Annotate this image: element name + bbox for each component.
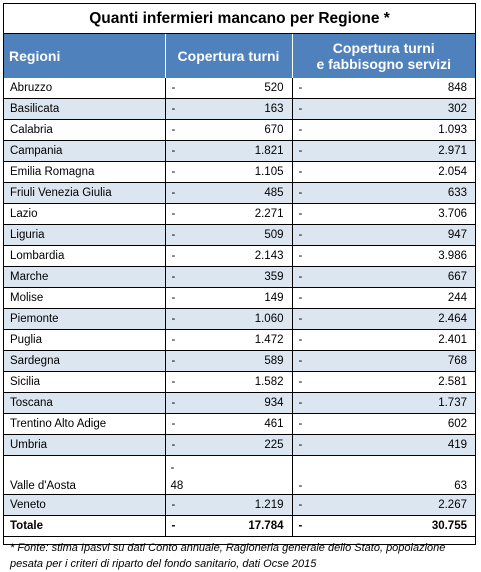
copertura-fabbisogno-value: 602 (447, 418, 467, 430)
copertura-turni-cell (165, 267, 292, 288)
region-name: Valle d'Aosta (4, 456, 165, 495)
dash-marker: - (298, 499, 303, 511)
copertura-fabbisogno-cell (292, 183, 475, 204)
table-row (4, 372, 475, 393)
copertura-turni-value: 1.472 (254, 334, 284, 346)
copertura-turni-value: 2.143 (254, 250, 284, 262)
copertura-turni-value: 670 (264, 124, 284, 136)
copertura-turni-value: 2.271 (254, 208, 284, 220)
copertura-turni-value: 1.105 (254, 166, 284, 178)
table-row (4, 78, 475, 99)
dash-marker: - (171, 145, 176, 157)
dash-marker: - (171, 418, 176, 430)
dash-marker: - (171, 376, 176, 388)
table-row (4, 330, 475, 351)
dash-marker: - (171, 292, 176, 304)
copertura-fabbisogno-cell (292, 162, 475, 183)
copertura-fabbisogno-value: 2.401 (438, 334, 467, 346)
copertura-turni-cell (165, 183, 292, 204)
copertura-turni-cell (165, 288, 292, 309)
copertura-fabbisogno-cell (292, 309, 475, 330)
copertura-turni-value: 934 (264, 397, 284, 409)
dash-marker: - (171, 397, 176, 409)
dash-marker: - (298, 208, 303, 220)
copertura-fabbisogno-cell (292, 246, 475, 267)
region-name: Calabria (4, 120, 165, 141)
dash-marker: - (171, 208, 176, 220)
region-name: Piemonte (4, 309, 165, 330)
region-name: Molise (4, 288, 165, 309)
table-row (4, 495, 475, 516)
copertura-turni-cell (165, 495, 292, 516)
table-row (4, 183, 475, 204)
copertura-turni-value: 149 (264, 292, 284, 304)
dash-marker: - (298, 313, 303, 325)
copertura-turni-value: 509 (264, 229, 284, 241)
dash-marker: - (298, 418, 303, 430)
table-row (4, 162, 475, 183)
copertura-fabbisogno-cell (292, 495, 475, 516)
copertura-turni-cell (165, 435, 292, 456)
table-frame (3, 3, 476, 570)
copertura-fabbisogno-value: 2.267 (438, 499, 467, 511)
dash-marker: - (298, 103, 303, 115)
region-name: Marche (4, 267, 165, 288)
dash-marker: - (171, 499, 176, 511)
total-label: Totale (4, 516, 165, 537)
copertura-turni-value: 1.582 (254, 376, 284, 388)
copertura-turni-value: 1.060 (254, 313, 284, 325)
copertura-turni-cell (165, 120, 292, 141)
dash-marker: - (298, 334, 303, 346)
copertura-turni-value: 1.821 (254, 145, 284, 157)
dash-marker: - (298, 439, 303, 451)
table-row (4, 204, 475, 225)
copertura-fabbisogno-cell (292, 435, 475, 456)
copertura-fabbisogno-cell (292, 78, 475, 99)
copertura-turni-cell (165, 372, 292, 393)
region-name: Liguria (4, 225, 165, 246)
region-name: Lombardia (4, 246, 165, 267)
region-name: Sardegna (4, 351, 165, 372)
copertura-fabbisogno-cell (292, 267, 475, 288)
copertura-turni-value: 359 (264, 271, 284, 283)
copertura-turni-cell (165, 78, 292, 99)
dash-marker: - (171, 250, 176, 262)
dash-marker: - (171, 187, 176, 199)
dash-marker: - (298, 82, 303, 94)
dash-marker: - (298, 250, 303, 262)
region-name: Veneto (4, 495, 165, 516)
header-fabbisogno-line2: e fabbisogno servizi (316, 56, 452, 72)
copertura-fabbisogno-value: 667 (447, 271, 467, 283)
copertura-turni-value: 48 (170, 480, 184, 492)
copertura-turni-cell (165, 393, 292, 414)
copertura-fabbisogno-value: 1.093 (438, 124, 467, 136)
header-copertura-fabbisogno (292, 34, 475, 78)
copertura-fabbisogno-cell (292, 120, 475, 141)
copertura-turni-cell (165, 351, 292, 372)
copertura-turni-cell (165, 330, 292, 351)
dash-marker: - (298, 292, 303, 304)
dash-marker: - (298, 397, 303, 409)
copertura-turni-cell (165, 414, 292, 435)
total-copertura-fabbisogno-value: 30.755 (431, 520, 467, 532)
copertura-turni-value: 520 (264, 82, 284, 94)
dash-marker: - (298, 480, 303, 492)
dash-marker: - (298, 355, 303, 367)
copertura-fabbisogno-value: 419 (447, 439, 467, 451)
copertura-turni-cell (165, 246, 292, 267)
region-name: Campania (4, 141, 165, 162)
copertura-turni-value: 163 (264, 103, 284, 115)
total-copertura-fabbisogno-cell (292, 516, 475, 537)
dash-marker: - (171, 229, 176, 241)
copertura-fabbisogno-cell (292, 456, 475, 495)
dash-marker: - (171, 355, 176, 367)
region-name: Trentino Alto Adige (4, 414, 165, 435)
copertura-fabbisogno-cell (292, 225, 475, 246)
copertura-fabbisogno-cell (292, 372, 475, 393)
copertura-fabbisogno-value: 3.706 (438, 208, 467, 220)
header-row (4, 34, 475, 78)
region-name: Puglia (4, 330, 165, 351)
dash-marker: - (171, 313, 176, 325)
table-row (4, 414, 475, 435)
table-row (4, 225, 475, 246)
copertura-turni-cell (165, 141, 292, 162)
dash-marker: - (171, 103, 176, 115)
region-name: Basilicata (4, 99, 165, 120)
region-name: Toscana (4, 393, 165, 414)
dash-marker: - (171, 166, 176, 178)
copertura-fabbisogno-value: 2.971 (438, 145, 467, 157)
footnote: * Fonte: stima Ipasvi su dati Conto annuale, Ragioneria generale dello Stato, popolazione pesata per i criteri di riparto del fondo sanitario, dati Ocse 2015 (10, 542, 446, 570)
copertura-fabbisogno-cell (292, 99, 475, 120)
copertura-fabbisogno-value: 2.581 (438, 376, 467, 388)
table-row (4, 246, 475, 267)
dash-marker: - (298, 124, 303, 136)
dash-marker: - (298, 376, 303, 388)
table-row (4, 309, 475, 330)
copertura-turni-cell (165, 309, 292, 330)
copertura-turni-value: 485 (264, 187, 284, 199)
copertura-fabbisogno-value: 2.054 (438, 166, 467, 178)
table-row (4, 288, 475, 309)
dash-marker: - (170, 462, 175, 474)
total-row (4, 516, 475, 537)
table-row (4, 141, 475, 162)
dash-marker: - (171, 520, 176, 532)
data-table (4, 34, 475, 537)
dash-marker: - (298, 520, 303, 532)
copertura-fabbisogno-cell (292, 414, 475, 435)
dash-marker: - (171, 82, 176, 94)
dash-marker: - (298, 271, 303, 283)
copertura-turni-value: 1.219 (254, 499, 284, 511)
total-copertura-turni-value: 17.784 (248, 520, 284, 532)
region-name: Friuli Venezia Giulia (4, 183, 165, 204)
copertura-fabbisogno-value: 63 (454, 480, 467, 492)
copertura-fabbisogno-cell (292, 204, 475, 225)
table-row (4, 351, 475, 372)
table-row (4, 99, 475, 120)
copertura-fabbisogno-cell (292, 288, 475, 309)
table-row (4, 435, 475, 456)
table-row (4, 267, 475, 288)
copertura-fabbisogno-value: 768 (447, 355, 467, 367)
copertura-fabbisogno-cell (292, 141, 475, 162)
table-row (4, 393, 475, 414)
dash-marker: - (171, 439, 176, 451)
copertura-fabbisogno-cell (292, 330, 475, 351)
copertura-fabbisogno-value: 302 (447, 103, 467, 115)
region-name: Abruzzo (4, 78, 165, 99)
copertura-turni-value: 589 (264, 355, 284, 367)
table-title: Quanti infermieri mancano per Regione * (4, 4, 475, 34)
dash-marker: - (298, 145, 303, 157)
table-body (4, 78, 475, 537)
copertura-fabbisogno-value: 947 (447, 229, 467, 241)
region-name: Emilia Romagna (4, 162, 165, 183)
dash-marker: - (298, 166, 303, 178)
region-name: Umbria (4, 435, 165, 456)
copertura-turni-cell (165, 162, 292, 183)
copertura-fabbisogno-value: 633 (447, 187, 467, 199)
header-fabbisogno-line1: Copertura turni (332, 40, 435, 56)
total-copertura-turni-cell (165, 516, 292, 537)
copertura-turni-value: 461 (264, 418, 284, 430)
copertura-fabbisogno-value: 2.464 (438, 313, 467, 325)
copertura-turni-cell (165, 456, 292, 495)
dash-marker: - (171, 334, 176, 346)
table-row (4, 456, 475, 495)
copertura-fabbisogno-value: 3.986 (438, 250, 467, 262)
dash-marker: - (171, 271, 176, 283)
copertura-fabbisogno-cell (292, 351, 475, 372)
dash-marker: - (171, 124, 176, 136)
dash-marker: - (298, 187, 303, 199)
table-row (4, 120, 475, 141)
copertura-fabbisogno-value: 1.737 (438, 397, 467, 409)
dash-marker: - (298, 229, 303, 241)
copertura-turni-cell (165, 204, 292, 225)
region-name: Lazio (4, 204, 165, 225)
copertura-turni-cell (165, 99, 292, 120)
copertura-fabbisogno-value: 848 (447, 82, 467, 94)
copertura-fabbisogno-value: 244 (447, 292, 467, 304)
header-copertura-turni: Copertura turni (165, 34, 292, 78)
copertura-turni-value: 225 (264, 439, 284, 451)
copertura-fabbisogno-cell (292, 393, 475, 414)
region-name: Sicilia (4, 372, 165, 393)
header-regioni: Regioni (4, 34, 165, 78)
copertura-turni-cell (165, 225, 292, 246)
